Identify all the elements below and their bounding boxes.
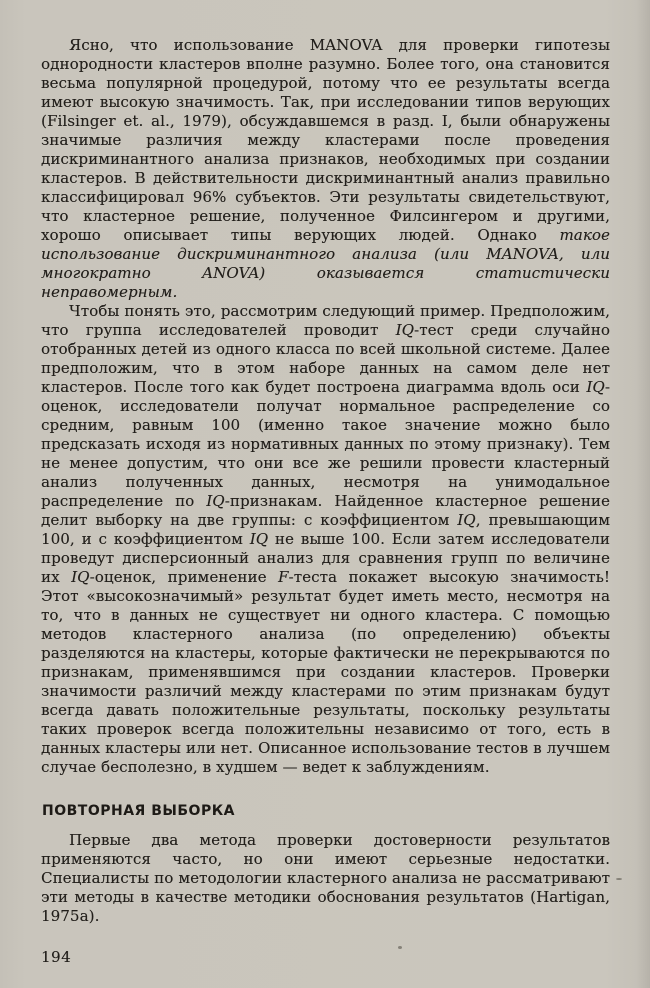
paragraph-1	[41, 36, 610, 302]
text-run: Чтобы понять это, рассмотрим следующий пример. Предположим, что группа исследователей проводит	[41, 302, 610, 339]
text-run: -теста покажет высокую значимость! Этот «высокозначимый» результат будет иметь место, несмотря на то, что в данных не существует ни одного кластера. С помощью методов кластерного анализа (по определению) объекты разделяются на кластеры, которые фактически не перекрываются по признакам, применявшимся при создании кластеров. Проверки значимости различий между кластерами по этим признакам будут всегда давать положительные результаты, поскольку результаты таких проверок всегда положительны независимо от того, есть в данных кластеры или нет. Описанное использование тестов в лучшем случае бесполезно, в худшем — ведет к заблуждениям.	[41, 568, 610, 776]
text-run-italic: F	[278, 568, 289, 586]
scan-speck	[616, 878, 622, 880]
text-run: не выше 100. Если затем исследователи проведут дисперсионный анализ для сравнения групп по величине их	[41, 530, 610, 586]
page-number: 194	[41, 948, 72, 966]
scan-speck	[398, 946, 402, 949]
text-run: -признакам. Найденное кластерное решение делит выборку на две группы: с коэффициентом	[41, 492, 610, 529]
section-heading: ПОВТОРНАЯ ВЫБОРКА	[42, 803, 235, 819]
text-run-italic: IQ	[206, 492, 225, 510]
text-run: Ясно, что использование MANOVA для проверки гипотезы однородности кластеров вполне разумно. Более того, она становится весьма популярной процедурой, потому что ее результаты всегда имеют высокую значимость. Так, при исследовании типов верующих (Filsinger et. al., 1979), обсуждавшемся в разд. I, были обнаружены значимые различия между кластерами после проведения дискриминантного анализа признаков, необходимых при создании кластеров. В действительности дискриминантный анализ правильно классифицировал 96% субъектов. Эти результаты свидетельствуют, что кластерное решение, полученное Филсингером и другими, хорошо описывает типы верующих людей. Однако	[41, 36, 610, 244]
text-run-italic: IQ	[71, 568, 90, 586]
text-run-italic: IQ	[586, 378, 605, 396]
text-run-italic: такое использование дискриминантного анализа (или MANOVA, или многократно ANOVA) оказывается статистически неправомерным.	[41, 226, 610, 301]
text-run: -тест среди случайно отобранных детей из одного класса по всей школьной системе. Далее предположим, что в этом наборе данных на самом деле нет кластеров. После того как будет построена диаграмма вдоль оси	[41, 321, 610, 396]
scan-gutter-shadow	[636, 0, 650, 988]
text-run-italic: IQ	[395, 321, 415, 339]
text-run-italic: IQ	[249, 530, 269, 548]
text-run: , превышающим 100, и с коэффициентом	[41, 511, 610, 548]
text-run: -оценок, применение	[89, 568, 279, 586]
text-run: -оценок, исследователи получат нормальное распределение со средним, равным 100 (именно такое значение можно было предсказать исходя из нормативных данных по этому признаку). Тем не менее допустим, что они все же решили провести кластерный анализ полученных данных, несмотря на унимодальное распределение по	[41, 378, 610, 510]
paragraph-2	[41, 302, 610, 777]
text-run: Первые два метода проверки достоверности результатов применяются часто, но они имеют серьезные недостатки. Специалисты по методологии кластерного анализа не рассматривают эти методы в качестве методики обоснования результатов (Hartigan, 1975a).	[41, 831, 610, 925]
text-run-italic: IQ	[457, 511, 476, 529]
paragraph-3	[41, 831, 610, 926]
